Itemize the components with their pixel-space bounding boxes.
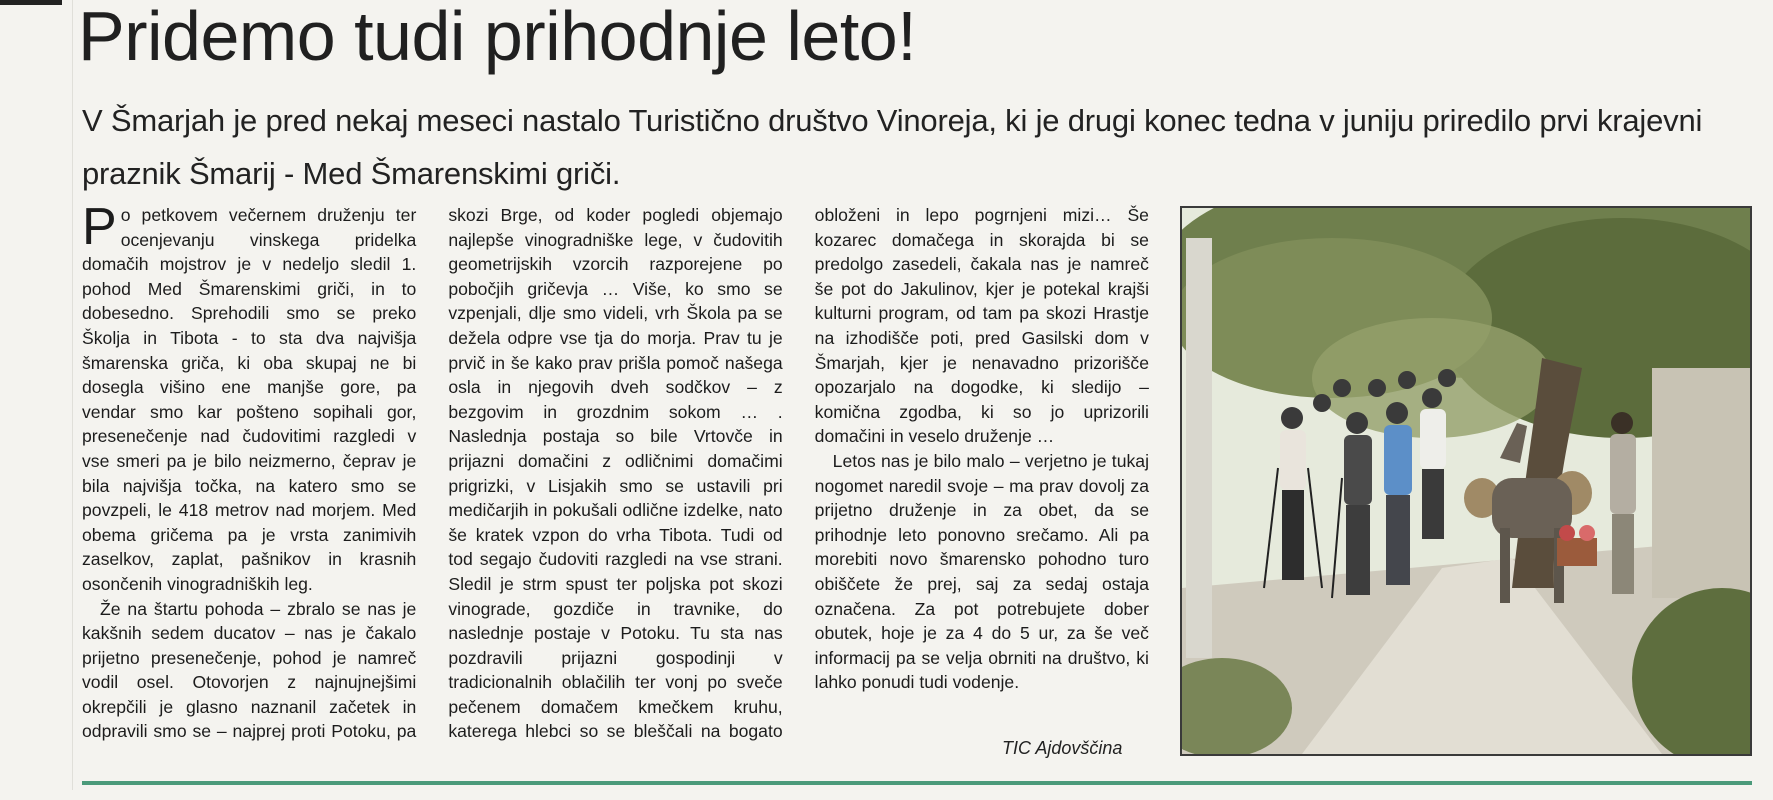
article-signature: TIC Ajdovščina bbox=[1002, 738, 1123, 758]
hikers-with-donkey-illustration bbox=[1182, 208, 1750, 754]
paragraph-1-text: o petkovem večernem druženju ter ocenjevanju vinskega pridelka domačih mojstrov je v nedeljo sledil 1. pohod Med Šmarenskimi griči, in to dobesedno. Sprehodili smo se preko Školja in Tibota - to sta dva najvišja šmarenska griča, ki oba skupaj ne bi dosegla višino ene manjše gore, pa vendar smo kar pošteno sopihali gor, presenečenje nad čudovitimi razgledi v vse smeri pa je bilo neizmerno, čeprav je bila najvišja točka, na katero smo se povzpeli, le 418 metrov nad morjem. Med obema gričema pa je vrsta zanimivih zaselkov, zaplat, pašnikov in krasnih osončenih vinogradniških leg. bbox=[82, 205, 417, 594]
adjacent-column-left bbox=[0, 0, 73, 790]
paragraph-2: Že na štartu pohoda – zbralo se nas je kakšnih sedem ducatov – nas je čakalo prijetno presenečenje, pohod je namreč vodil osel. Otovorjen z najnujnejšimi okrepčili je glasno naznanil začetek in odpravili smo se – najprej proti Potoku, pa skozi Brge, od koder pogledi objemajo najlepše vinogradniške lege, v čudovitih geometrijskih vzorcih razporejene po pobočjih gričevja … Više, ko smo se vzpenjali, dlje smo videli, vrh Škola pa se dežela odpre vse tja do morja. Prav tu je prvič in še kako prav prišla pomoč našega osla in njegovih dveh sodčkov – z bezgovim in grozdnim sokom … . Naslednja postaja so bile Vrtovče in prijazni domačini z odličnimi domačimi prigrizki, v Lisjakih smo se ustavili pri medičarjih in pokušali odlične izdelke, nato še kratek vzpon do vrha Tibota. Tudi od tod segajo čudoviti razgledi na vse strani. Sledil je strm spust ter poljska pot skozi vinograde, gozdiče in travnike, do naslednje postaje v Potoku. Tu sta nas pozdravili prijazni gospodinji v tradicionalnih oblačilih ter vonj po sveče pečenem domačem kmečkem kruhu, katerega hlebci so se bleščali na bogato obloženi in lepo pogrnjeni mizi… Še kozarec domačega in skorajda bi se predolgo zasedeli, čakala nas je namreč še pot do Jakulinov, kjer je potekal krajši kulturni program, od tam pa skozi Hrastje na izhodišče poti, pred Gasilski dom v Šmarjah, kjer je nenavadno prizorišče opozarjalo na dogodke, ki sledijo – komična zgodba, ki so jo uprizorili domačini in veselo druženje … bbox=[82, 205, 1149, 742]
bottom-rule bbox=[82, 781, 1752, 785]
paragraph-1 bbox=[82, 198, 417, 597]
article-subtitle: V Šmarjah je pred nekaj meseci nastalo Turistično društvo Vinoreja, ki je drugi konec tedna v juniju priredilo prvi krajevni praznik Šmarij - Med Šmarenskimi griči. bbox=[82, 103, 1703, 191]
article-photo bbox=[1180, 206, 1752, 756]
article-body bbox=[82, 198, 1149, 763]
paragraph-3: Letos nas je bilo malo – verjetno je tukaj nogomet naredil svoje – ma prav dovolj za prijetno druženje in za obet, da se prihodnje leto ponovno srečamo. Ali pa morebiti novo šmarensko pohodno turo obiščete že prej, saj za sedaj ostaja označena. Za pot potrebujete dober obutek, hoje je za 4 do 5 ur, za še več informacij pa se velja obrniti na društvo, ki lahko ponudi tudi vodenje. bbox=[814, 450, 1149, 693]
article-title: Pridemo tudi prihodnje leto! bbox=[78, 0, 917, 75]
dropcap: P bbox=[82, 198, 117, 256]
